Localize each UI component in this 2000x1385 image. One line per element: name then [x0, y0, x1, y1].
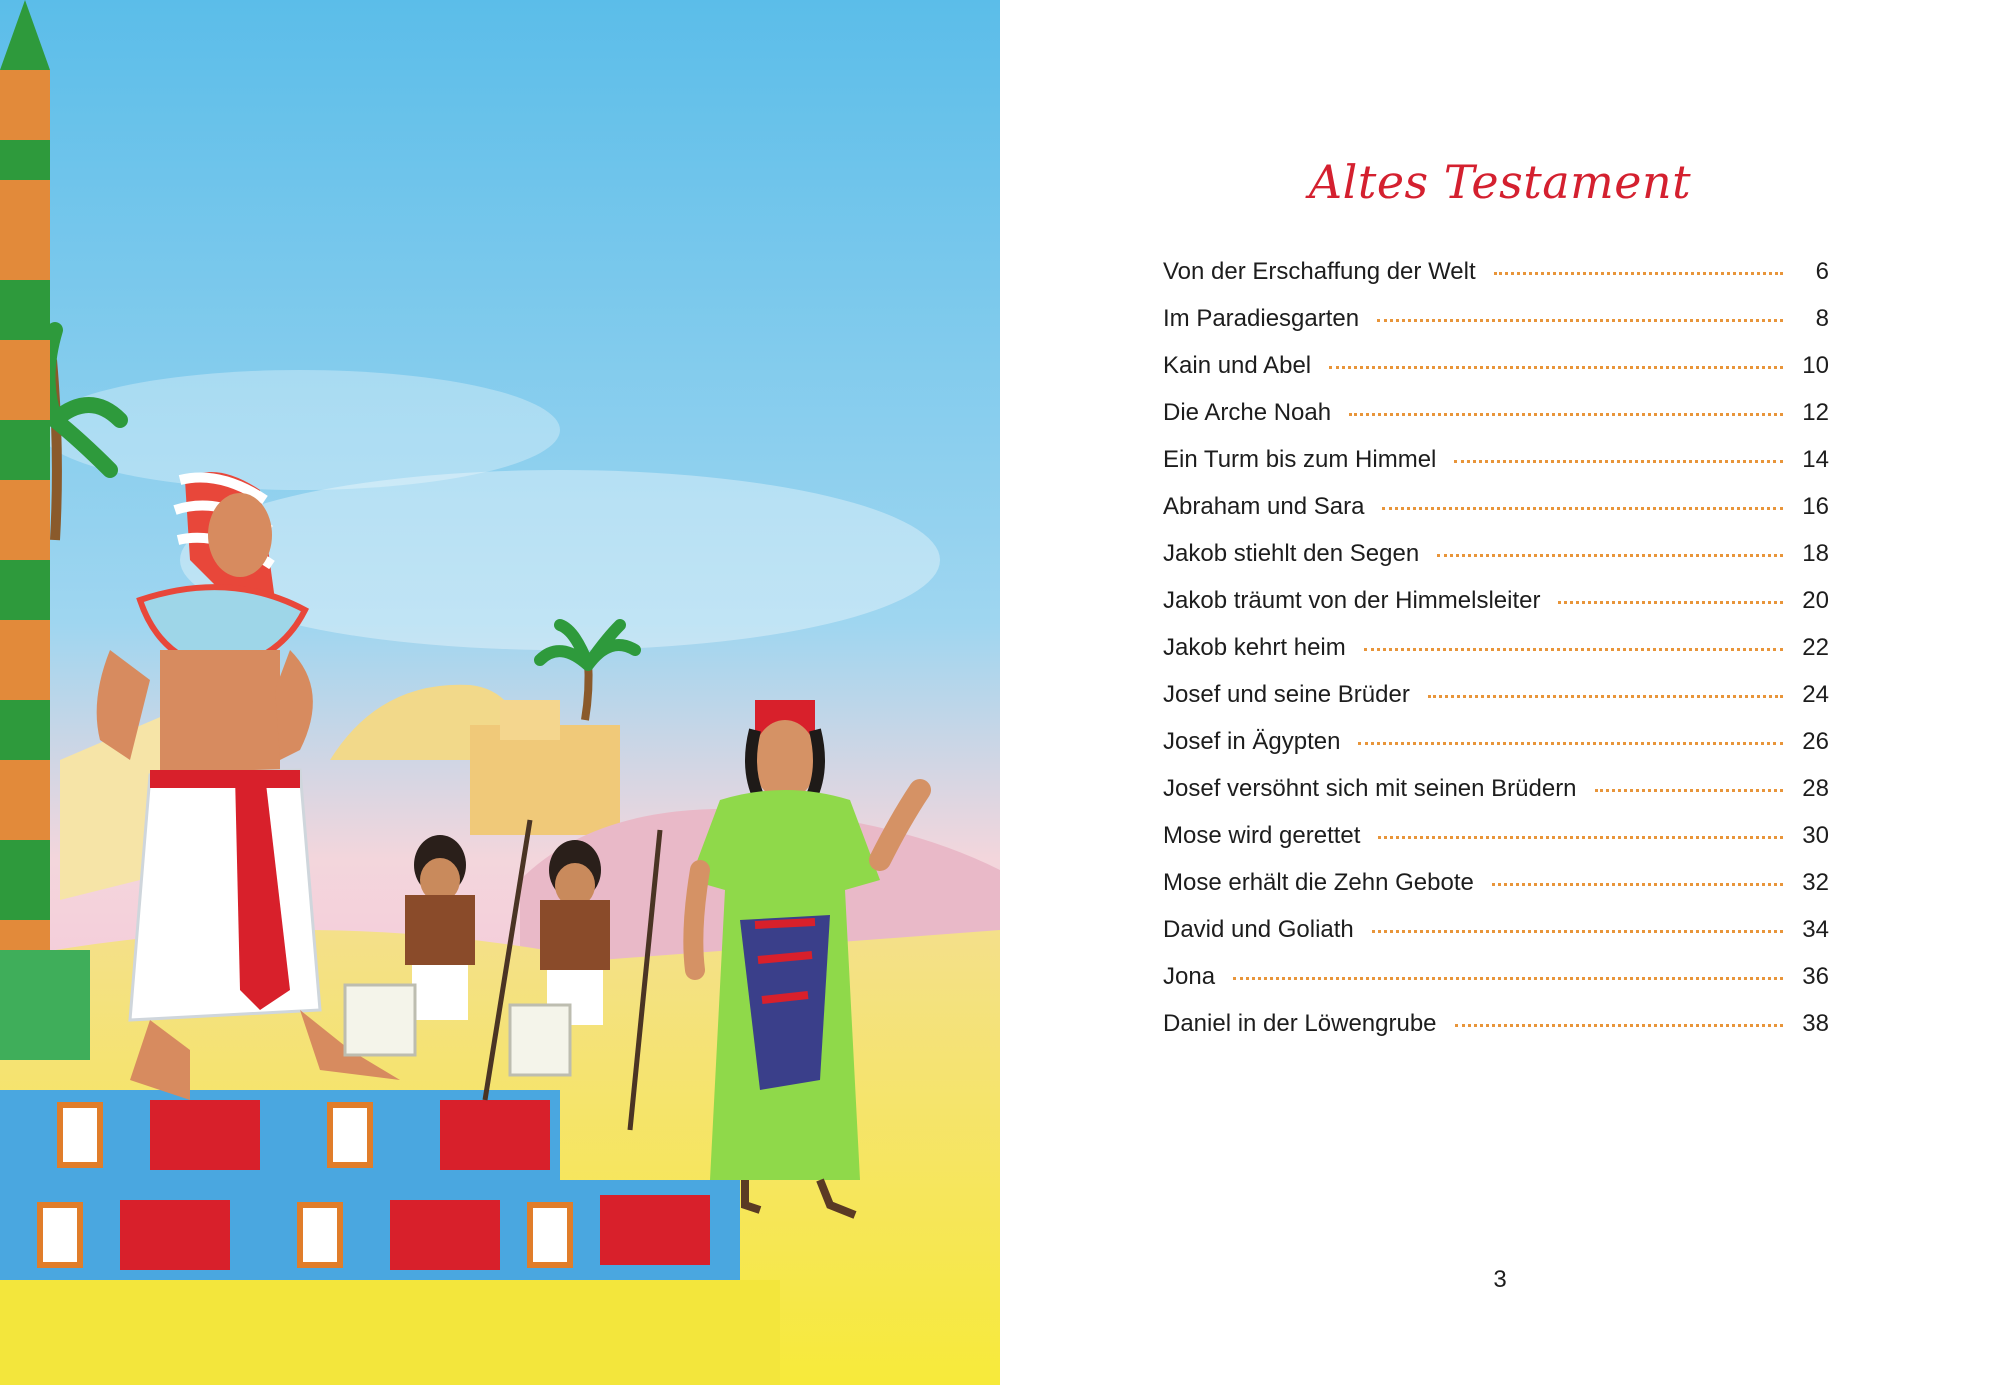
toc-entry-page: 28 [1802, 775, 1829, 802]
toc-entry-label: Josef in Ägypten [1163, 728, 1341, 755]
toc-entry[interactable] [1163, 493, 1829, 540]
toc-entry-page: 34 [1802, 916, 1829, 943]
toc-entry-page: 18 [1802, 540, 1829, 567]
toc-entry[interactable] [1163, 728, 1829, 775]
toc-entry-page: 16 [1802, 493, 1829, 520]
table-of-contents-page [1000, 0, 2000, 1385]
toc-entry-label: Die Arche Noah [1163, 399, 1332, 426]
toc-entry-label: David und Goliath [1163, 916, 1354, 943]
toc-entry[interactable] [1163, 822, 1829, 869]
leader-dots [1494, 272, 1783, 275]
leader-dots [1455, 1024, 1783, 1027]
leader-dots [1382, 507, 1783, 510]
toc-entry-page: 26 [1802, 728, 1829, 755]
toc-entry[interactable] [1163, 869, 1829, 916]
leader-dots [1437, 554, 1783, 557]
toc-entry[interactable] [1163, 916, 1829, 963]
toc-entry-label: Ein Turm bis zum Himmel [1163, 446, 1437, 473]
buildings [500, 700, 560, 740]
toc-entry-label: Von der Erschaffung der Welt [1163, 258, 1476, 285]
toc-entry-page: 12 [1802, 399, 1829, 426]
toc-entry-label: Josef versöhnt sich mit seinen Brüdern [1163, 775, 1577, 802]
cloud [40, 370, 560, 490]
leader-dots [1377, 319, 1783, 322]
toc-entry-page: 14 [1802, 446, 1829, 473]
toc-entry-page: 24 [1802, 681, 1829, 708]
page-number: 3 [1493, 1266, 1507, 1293]
toc-entry-page: 22 [1802, 634, 1829, 661]
toc-entry-page: 8 [1815, 305, 1829, 332]
toc-entry-page: 32 [1802, 869, 1829, 896]
leader-dots [1595, 789, 1783, 792]
toc-entry-label: Jakob träumt von der Himmelsleiter [1163, 587, 1541, 614]
toc-entry[interactable] [1163, 352, 1829, 399]
toc-entry-label: Josef und seine Brüder [1163, 681, 1410, 708]
toc-entry[interactable] [1163, 258, 1829, 305]
toc-entry[interactable] [1163, 305, 1829, 352]
leader-dots [1558, 601, 1783, 604]
leader-dots [1454, 460, 1783, 463]
toc-entry-label: Jona [1163, 963, 1216, 990]
toc-entry[interactable] [1163, 587, 1829, 634]
toc-entry-label: Mose wird gerettet [1163, 822, 1361, 849]
toc-entry-page: 6 [1815, 258, 1829, 285]
leader-dots [1358, 742, 1783, 745]
toc-entry[interactable] [1163, 681, 1829, 728]
toc-entry-page: 38 [1802, 1010, 1829, 1037]
toc-entry-page: 20 [1802, 587, 1829, 614]
leader-dots [1372, 930, 1783, 933]
toc-list [1163, 258, 1829, 1057]
toc-entry[interactable] [1163, 775, 1829, 822]
toc-entry-label: Daniel in der Löwengrube [1163, 1010, 1437, 1037]
toc-entry-label: Jakob stiehlt den Segen [1163, 540, 1420, 567]
toc-entry-label: Im Paradiesgarten [1163, 305, 1360, 332]
toc-entry[interactable] [1163, 540, 1829, 587]
toc-entry[interactable] [1163, 399, 1829, 446]
leader-dots [1492, 883, 1783, 886]
toc-entry[interactable] [1163, 634, 1829, 681]
toc-entry-page: 10 [1802, 352, 1829, 379]
toc-entry[interactable] [1163, 446, 1829, 493]
toc-entry-label: Kain und Abel [1163, 352, 1312, 379]
leader-dots [1349, 413, 1783, 416]
toc-title: Altes Testament [1308, 155, 1692, 209]
toc-entry-label: Jakob kehrt heim [1163, 634, 1346, 661]
toc-entry-label: Mose erhält die Zehn Gebote [1163, 869, 1474, 896]
buildings [470, 725, 620, 835]
toc-entry[interactable] [1163, 963, 1829, 1010]
toc-entry[interactable] [1163, 1010, 1829, 1057]
toc-entry-label: Abraham und Sara [1163, 493, 1365, 520]
toc-entry-page: 36 [1802, 963, 1829, 990]
leader-dots [1378, 836, 1783, 839]
leader-dots [1329, 366, 1783, 369]
leader-dots [1428, 695, 1783, 698]
toc-entry-page: 30 [1802, 822, 1829, 849]
leader-dots [1364, 648, 1783, 651]
leader-dots [1233, 977, 1783, 980]
